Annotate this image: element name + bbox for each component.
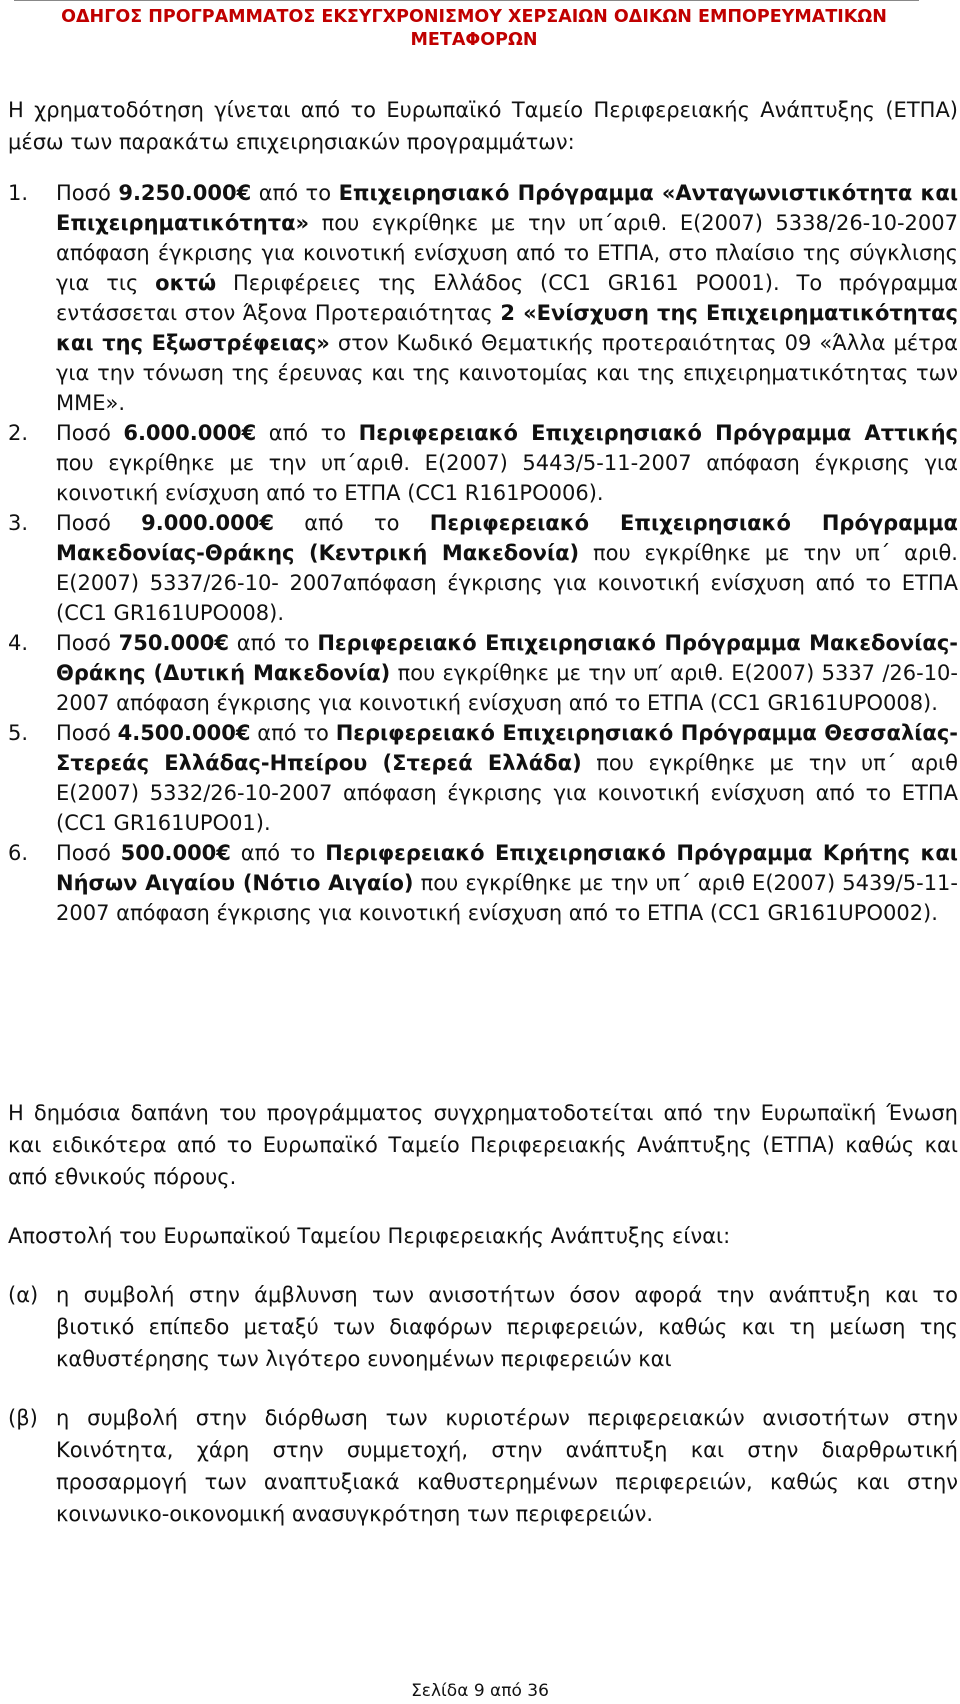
mission-label: (α) (8, 1283, 39, 1307)
program-name: Περιφερειακό Επιχειρησιακό Πρόγραμμα Μακεδονίας-Θράκης (Κεντρική Μακεδονία) (56, 511, 958, 565)
header-rule (14, 0, 919, 1)
list-item: 2. Ποσό 6.000.000€ από το Περιφερειακό Επιχειρησιακό Πρόγραμμα Αττικής που εγκρίθηκε με την υπ΄αριθ. Ε(2007) 5443/5-11-2007 απόφαση έγκρισης για κοινοτική ενίσχυση από το ΕΤΠΑ (CC1 R161PO006). (8, 418, 958, 508)
program-name: Περιφερειακό Επιχειρησιακό Πρόγραμμα Αττικής (358, 421, 958, 445)
program-name: Περιφερειακό Επιχειρησιακό Πρόγραμμα Μακεδονίας-Θράκης (Δυτική Μακεδονία) (56, 631, 958, 685)
mission-title: Αποστολή του Ευρωπαϊκού Ταμείου Περιφερειακής Ανάπτυξης είναι: (8, 1224, 731, 1248)
list-item: 5. Ποσό 4.500.000€ από το Περιφερειακό Επιχειρησιακό Πρόγραμμα Θεσσαλίας-Στερεάς Ελλάδας-Ηπείρου (Στερεά Ελλάδα) που εγκρίθηκε με την υπ΄ αριθ Ε(2007) 5332/26-10-2007 απόφαση έγκρισης για κοινοτική ενίσχυση από το ΕΤΠΑ (CC1 GR161UPO01). (8, 718, 958, 838)
program-name: Περιφερειακό Επιχειρησιακό Πρόγραμμα Κρήτης και Νήσων Αιγαίου (Νότιο Αιγαίο) (56, 841, 958, 895)
amount: 500.000€ (120, 841, 231, 865)
intro-paragraph: Η χρηματοδότηση γίνεται από το Ευρωπαϊκό Ταμείο Περιφερειακής Ανάπτυξης (ΕΤΠΑ) μέσω των παρακάτω επιχειρησιακών προγραμμάτων: (8, 98, 958, 154)
mission-text: η συμβολή στην διόρθωση των κυριοτέρων περιφερειακών ανισοτήτων στην Κοινότητα, χάρη στην συμμετοχή, στην ανάπτυξη και στην διαρθρωτική προσαρμογή των αναπτυξιακά καθυστερημένων περιφερειών, καθώς και στην κοινωνικο-οικονομική ανασυγκρότηση των περιφερειών. (56, 1406, 958, 1526)
list-item: 3. Ποσό 9.000.000€ από το Περιφερειακό Επιχειρησιακό Πρόγραμμα Μακεδονίας-Θράκης (Κεντρική Μακεδονία) που εγκρίθηκε με την υπ΄ αριθ. Ε(2007) 5337/26-10- 2007απόφαση έγκρισης για κοινοτική ενίσχυση από το ΕΤΠΑ (CC1 GR161UPO008). (8, 508, 958, 628)
list-item: 6. Ποσό 500.000€ από το Περιφερειακό Επιχειρησιακό Πρόγραμμα Κρήτης και Νήσων Αιγαίου (Νότιο Αιγαίο) που εγκρίθηκε με την υπ΄ αριθ Ε(2007) 5439/5-11-2007 απόφαση έγκρισης για κοινοτική ενίσχυση από το ΕΤΠΑ (CC1 GR161UPO002). (8, 838, 958, 928)
funding-list (8, 178, 958, 928)
list-item: 4. Ποσό 750.000€ από το Περιφερειακό Επιχειρησιακό Πρόγραμμα Μακεδονίας-Θράκης (Δυτική Μακεδονία) που εγκρίθηκε με την υπ′ αριθ. Ε(2007) 5337 /26-10-2007 απόφαση έγκρισης για κοινοτική ενίσχυση από το ΕΤΠΑ (CC1 GR161UPO008). (8, 628, 958, 718)
document-header (8, 6, 940, 52)
list-item: 1. Ποσό 9.250.000€ από το Επιχειρησιακό Πρόγραμμα «Ανταγωνιστικότητα και Επιχειρηματικότητα» που εγκρίθηκε με την υπ΄αριθ. Ε(2007) 5338/26-10-2007 απόφαση έγκρισης για κοινοτική ενίσχυση από το ΕΤΠΑ, στο πλαίσιο της σύγκλισης για τις οκτώ Περιφέρειες της Ελλάδος (CC1 GR161 PO001). Το πρόγραμμα εντάσσεται στον Άξονα Προτεραιότητας 2 «Ενίσχυση της Επιχειρηματικότητας και της Εξωστρέφειας» στον Κωδικό Θεματικής προτεραιότητας 09 «Άλλα μέτρα για την τόνωση της έρευνας και της καινοτομίας και της επιχειρηματικότητας των ΜΜΕ». (8, 178, 958, 418)
item-number: 5. (8, 721, 29, 745)
amount: 9.000.000€ (141, 511, 274, 535)
program-name: Περιφερειακό Επιχειρησιακό Πρόγραμμα Θεσσαλίας-Στερεάς Ελλάδας-Ηπείρου (Στερεά Ελλάδα) (56, 721, 959, 775)
item-number: 1. (8, 181, 29, 205)
amount: 6.000.000€ (123, 421, 257, 445)
mission-text: η συμβολή στην άμβλυνση των ανισοτήτων όσον αφορά την ανάπτυξη και το βιοτικό επίπεδο μεταξύ των διαφόρων περιφερειών, καθώς και τη μείωση της καθυστέρησης των λιγότερο ευνοημένων περιφερειών και (56, 1283, 958, 1371)
item-number: 3. (8, 511, 29, 535)
mission-item-b (8, 1402, 958, 1530)
item-number: 4. (8, 631, 29, 655)
priority-axis: 2 «Ενίσχυση της Επιχειρηματικότητας και της Εξωστρέφειας» (56, 301, 959, 355)
amount: 750.000€ (118, 631, 229, 655)
mission-label: (β) (8, 1406, 38, 1430)
public-expense-paragraph: Η δημόσια δαπάνη του προγράμματος συγχρηματοδοτείται από την Ευρωπαϊκή Ένωση και ειδικότερα από το Ευρωπαϊκό Ταμείο Περιφερειακής Ανάπτυξης (ΕΤΠΑ) καθώς και από εθνικούς πόρους. (8, 1101, 958, 1189)
amount: 4.500.000€ (117, 721, 251, 745)
mission-item-a (8, 1279, 958, 1375)
item-number: 6. (8, 841, 29, 865)
item-number: 2. (8, 421, 29, 445)
page-number: Σελίδα 9 από 36 (411, 1681, 549, 1701)
amount: 9.250.000€ (118, 181, 252, 205)
header-line-2: ΜΕΤΑΦΟΡΩΝ (410, 30, 538, 50)
header-line-1: ΟΔΗΓΟΣ ΠΡΟΓΡΑΜΜΑΤΟΣ ΕΚΣΥΓΧΡΟΝΙΣΜΟΥ ΧΕΡΣΑΙΩΝ ΟΔΙΚΩΝ ΕΜΠΟΡΕΥΜΑΤΙΚΩΝ (61, 7, 887, 27)
program-name: Επιχειρησιακό Πρόγραμμα «Ανταγωνιστικότητα και Επιχειρηματικότητα» (56, 181, 959, 235)
